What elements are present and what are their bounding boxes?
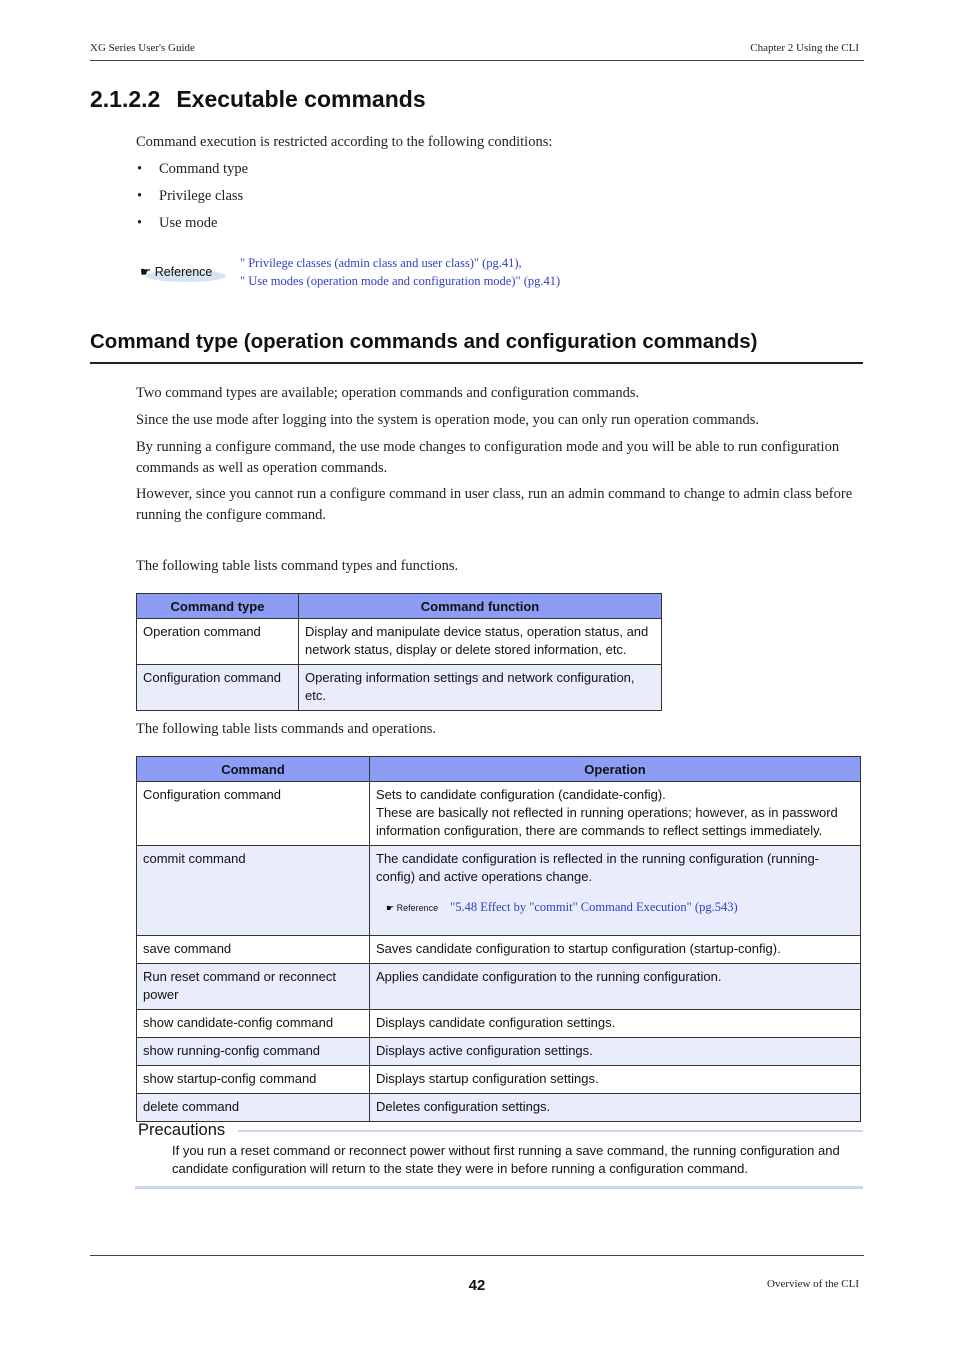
table-cell: show running-config command xyxy=(137,1038,370,1066)
operation-line: Sets to candidate configuration (candidate-config). xyxy=(376,787,666,802)
table-cell: Saves candidate configuration to startup configuration (startup-config). xyxy=(370,936,861,964)
table-cell: Operation command xyxy=(137,619,299,665)
column-header: Command function xyxy=(299,594,662,619)
table-cell xyxy=(370,846,861,936)
section-heading xyxy=(90,86,426,113)
running-footer-right: Overview of the CLI xyxy=(767,1278,859,1290)
commit-reference xyxy=(376,898,854,917)
paragraph-4: However, since you cannot run a configure command in user class, run an admin command to change to admin class before running the configure command. xyxy=(136,486,853,523)
reference-link-commit[interactable]: "5.48 Effect by "commit" Command Execution" (pg.543) xyxy=(450,900,738,914)
bullet-marker: • xyxy=(137,188,143,204)
table2-intro: The following table lists commands and operations. xyxy=(136,721,437,737)
operation-line: The candidate configuration is reflected in the running configuration (running-config) and active operations change. xyxy=(376,851,819,884)
section-number: 2.1.2.2 xyxy=(90,86,161,112)
mini-reference-badge xyxy=(386,899,438,917)
precautions-title-rule xyxy=(238,1130,863,1132)
precautions-title: Precautions xyxy=(138,1121,226,1139)
column-header: Command xyxy=(137,757,370,782)
operation-line: These are basically not reflected in running operations; however, as in password information configuration, there are commands to reflect settings immediately. xyxy=(376,805,838,838)
section-intro: Command execution is restricted according to the following conditions: xyxy=(136,134,553,150)
table-cell: show startup-config command xyxy=(137,1066,370,1094)
table-row xyxy=(137,1010,861,1038)
table-cell: Display and manipulate device status, operation status, and network status, display or delete stored information, etc. xyxy=(299,619,662,665)
bullet-privilege-class: Privilege class xyxy=(159,188,244,204)
reference-link-privilege-classes[interactable]: " Privilege classes (admin class and user class)" (pg.41), xyxy=(240,256,522,270)
running-header-right: Chapter 2 Using the CLI xyxy=(750,42,859,54)
commands-operations-table xyxy=(136,756,861,1122)
column-header: Command type xyxy=(137,594,299,619)
table-row xyxy=(137,936,861,964)
table-row xyxy=(137,665,662,711)
table-row xyxy=(137,782,861,846)
table-header-row xyxy=(137,757,861,782)
table-row xyxy=(137,1094,861,1122)
table-row xyxy=(137,964,861,1010)
mini-reference-label: Reference xyxy=(396,903,439,913)
table-row xyxy=(137,1066,861,1094)
table-cell: delete command xyxy=(137,1094,370,1122)
table-cell: Configuration command xyxy=(137,782,370,846)
header-rule xyxy=(90,60,864,61)
table-cell: Configuration command xyxy=(137,665,299,711)
subsection-heading: Command type (operation commands and configuration commands) xyxy=(90,330,758,353)
section-title: Executable commands xyxy=(176,86,426,112)
table-row xyxy=(137,1038,861,1066)
table-cell: Displays startup configuration settings. xyxy=(370,1066,861,1094)
paragraph-2: Since the use mode after logging into the system is operation mode, you can only run operation commands. xyxy=(136,412,759,428)
paragraph-3: By running a configure command, the use mode changes to configuration mode and you will be able to run configuration commands as well as operation commands. xyxy=(136,439,840,476)
pointing-hand-icon: ☛ xyxy=(386,903,395,913)
table-cell: Displays candidate configuration settings. xyxy=(370,1010,861,1038)
table-cell: Deletes configuration settings. xyxy=(370,1094,861,1122)
pointing-hand-icon: ☛ xyxy=(140,265,152,279)
bullet-use-mode: Use mode xyxy=(159,215,218,231)
table-row xyxy=(137,846,861,936)
precautions-text: If you run a reset command or reconnect power without first running a save command, the running configuration and candidate configuration will return to the state they were in before running a configuration command. xyxy=(172,1143,840,1176)
paragraph-1: Two command types are available; operation commands and configuration commands. xyxy=(136,385,640,401)
table-cell: commit command xyxy=(137,846,370,936)
page-number: 42 xyxy=(468,1277,486,1294)
bullet-marker: • xyxy=(137,215,143,231)
precautions-bottom-rule xyxy=(135,1186,863,1189)
table-cell: Displays active configuration settings. xyxy=(370,1038,861,1066)
table-cell: save command xyxy=(137,936,370,964)
subsection-rule xyxy=(90,362,863,364)
bullet-marker: • xyxy=(137,161,143,177)
table-cell: Applies candidate configuration to the running configuration. xyxy=(370,964,861,1010)
table-cell xyxy=(370,782,861,846)
footer-rule xyxy=(90,1255,864,1256)
bullet-command-type: Command type xyxy=(159,161,249,177)
column-header: Operation xyxy=(370,757,861,782)
command-type-table xyxy=(136,593,662,711)
table-cell: show candidate-config command xyxy=(137,1010,370,1038)
reference-label: Reference xyxy=(154,265,213,279)
reference-link-use-modes[interactable]: " Use modes (operation mode and configuration mode)" (pg.41) xyxy=(240,274,561,288)
table1-intro: The following table lists command types and functions. xyxy=(136,558,459,574)
table-cell: Operating information settings and network configuration, etc. xyxy=(299,665,662,711)
table-row xyxy=(137,619,662,665)
table-cell: Run reset command or reconnect power xyxy=(137,964,370,1010)
running-header-left: XG Series User's Guide xyxy=(90,42,195,54)
table-header-row xyxy=(137,594,662,619)
reference-badge xyxy=(140,262,228,282)
